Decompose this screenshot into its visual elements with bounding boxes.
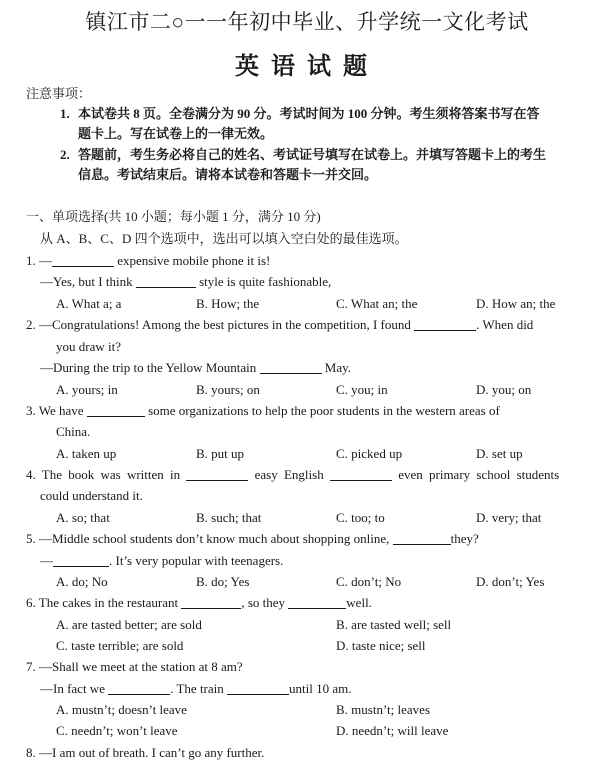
question-text: some organizations to help the poor students in the western areas of — [144, 403, 500, 418]
option: A. mustn’t; doesn’t leave — [56, 702, 187, 717]
option: B. mustn’t; leaves — [336, 702, 431, 717]
option: C. you; in — [336, 382, 388, 397]
option: D. you; on — [476, 382, 532, 397]
question-text: well. — [346, 595, 372, 610]
option: C. picked up — [336, 446, 403, 461]
answer-blank — [260, 361, 322, 374]
question-line: 8. —I am out of breath. I can’t go any further. — [26, 745, 265, 760]
option: C. taste terrible; are sold — [56, 638, 184, 653]
section-heading: 一、单项选择(共 10 小题；每小题 1 分，满分 10 分) — [26, 209, 321, 224]
question-text: —In fact we — [40, 681, 109, 696]
question-text: 6. The cakes in the restaurant — [26, 595, 182, 610]
option: D. taste nice; sell — [336, 638, 426, 653]
question-text: until 10 am. — [289, 681, 352, 696]
option: A. are tasted better; are sold — [56, 617, 202, 632]
notice-item-number: 2. — [60, 147, 70, 162]
answer-blank — [136, 275, 196, 288]
question-text: style is quite fashionable, — [195, 274, 332, 289]
answer-blank — [52, 254, 114, 267]
question-text: — — [40, 553, 53, 568]
question-text: —During the trip to the Yellow Mountain — [40, 360, 260, 375]
question-line — [40, 274, 331, 290]
question-text: . When did — [476, 317, 534, 332]
question-text: 1. — — [26, 253, 52, 268]
option: B. How; the — [196, 296, 260, 311]
question-text: 5. —Middle school students don’t know much about shopping online, — [26, 531, 393, 546]
answer-blank — [330, 468, 392, 481]
question-line — [40, 681, 352, 697]
notice-item-number: 1. — [60, 106, 70, 121]
notice-item-text: 本试卷共 8 页。全卷满分为 90 分。考试时间为 100 分钟。考生须将答案书写在答 — [78, 106, 540, 121]
exam-subtitle: 英语试题 — [235, 54, 379, 80]
question-line — [26, 531, 479, 547]
notice-item-text: 题卡上。写在试卷上的一律无效。 — [78, 126, 274, 141]
question-line: you draw it? — [56, 339, 121, 354]
notice-item-text: 信息。考试结束后。请将本试卷和答题卡一并交回。 — [78, 167, 378, 182]
option: D. needn’t; will leave — [336, 723, 449, 738]
answer-blank — [393, 532, 451, 545]
question-text: , so they — [241, 595, 289, 610]
answer-blank — [186, 468, 248, 481]
option: D. set up — [476, 446, 523, 461]
option: A. yours; in — [56, 382, 118, 397]
option: C. needn’t; won’t leave — [56, 723, 178, 738]
option: D. very; that — [476, 510, 542, 525]
question-text: 4. The book was written in — [26, 467, 187, 482]
option: C. too; to — [336, 510, 385, 525]
option: A. do; No — [56, 574, 108, 589]
question-text: easy English — [248, 467, 330, 482]
question-line: 7. —Shall we meet at the station at 8 am? — [26, 659, 243, 674]
answer-blank — [53, 554, 109, 567]
question-line: could understand it. — [40, 488, 143, 503]
question-text: . It’s very popular with teenagers. — [109, 553, 284, 568]
option: A. so; that — [56, 510, 110, 525]
exam-title: 镇江市二○一一年初中毕业、升学统一文化考试 — [85, 10, 529, 34]
option: C. What an; the — [336, 296, 418, 311]
question-text: they? — [450, 531, 479, 546]
question-line: China. — [56, 424, 91, 439]
question-line — [26, 253, 270, 269]
option: D. don’t; Yes — [476, 574, 545, 589]
option: C. don’t; No — [336, 574, 402, 589]
notice-label: 注意事项： — [26, 86, 92, 101]
question-text: 3. We have — [26, 403, 87, 418]
question-line — [26, 467, 584, 483]
question-text: May. — [321, 360, 352, 375]
option: B. are tasted well; sell — [336, 617, 452, 632]
question-text: —Yes, but I think — [40, 274, 136, 289]
question-text: . The train — [170, 681, 228, 696]
answer-blank — [108, 682, 170, 695]
answer-blank — [288, 596, 346, 609]
section-instruction: 从 A、B、C、D 四个选项中，选出可以填入空白处的最佳选项。 — [40, 231, 408, 246]
question-line — [40, 553, 283, 569]
answer-blank — [227, 682, 289, 695]
option: B. do; Yes — [196, 574, 250, 589]
question-line — [26, 595, 372, 611]
question-line — [40, 360, 351, 376]
option: A. taken up — [56, 446, 117, 461]
option: D. How an; the — [476, 296, 556, 311]
notice-item-text: 答题前，考生务必将自己的姓名、考试证号填写在试卷上。并填写答题卡上的考生 — [78, 147, 547, 162]
option: B. put up — [196, 446, 245, 461]
question-text: even primary school students — [391, 467, 560, 482]
answer-blank — [414, 318, 476, 331]
question-text: expensive mobile phone it is! — [114, 253, 271, 268]
answer-blank — [181, 596, 241, 609]
question-line — [26, 317, 584, 333]
option: B. such; that — [196, 510, 262, 525]
answer-blank — [87, 404, 145, 417]
question-line — [26, 403, 500, 419]
question-text: 2. —Congratulations! Among the best pictures in the competition, I found — [26, 317, 415, 332]
option: B. yours; on — [196, 382, 260, 397]
option: A. What a; a — [56, 296, 122, 311]
